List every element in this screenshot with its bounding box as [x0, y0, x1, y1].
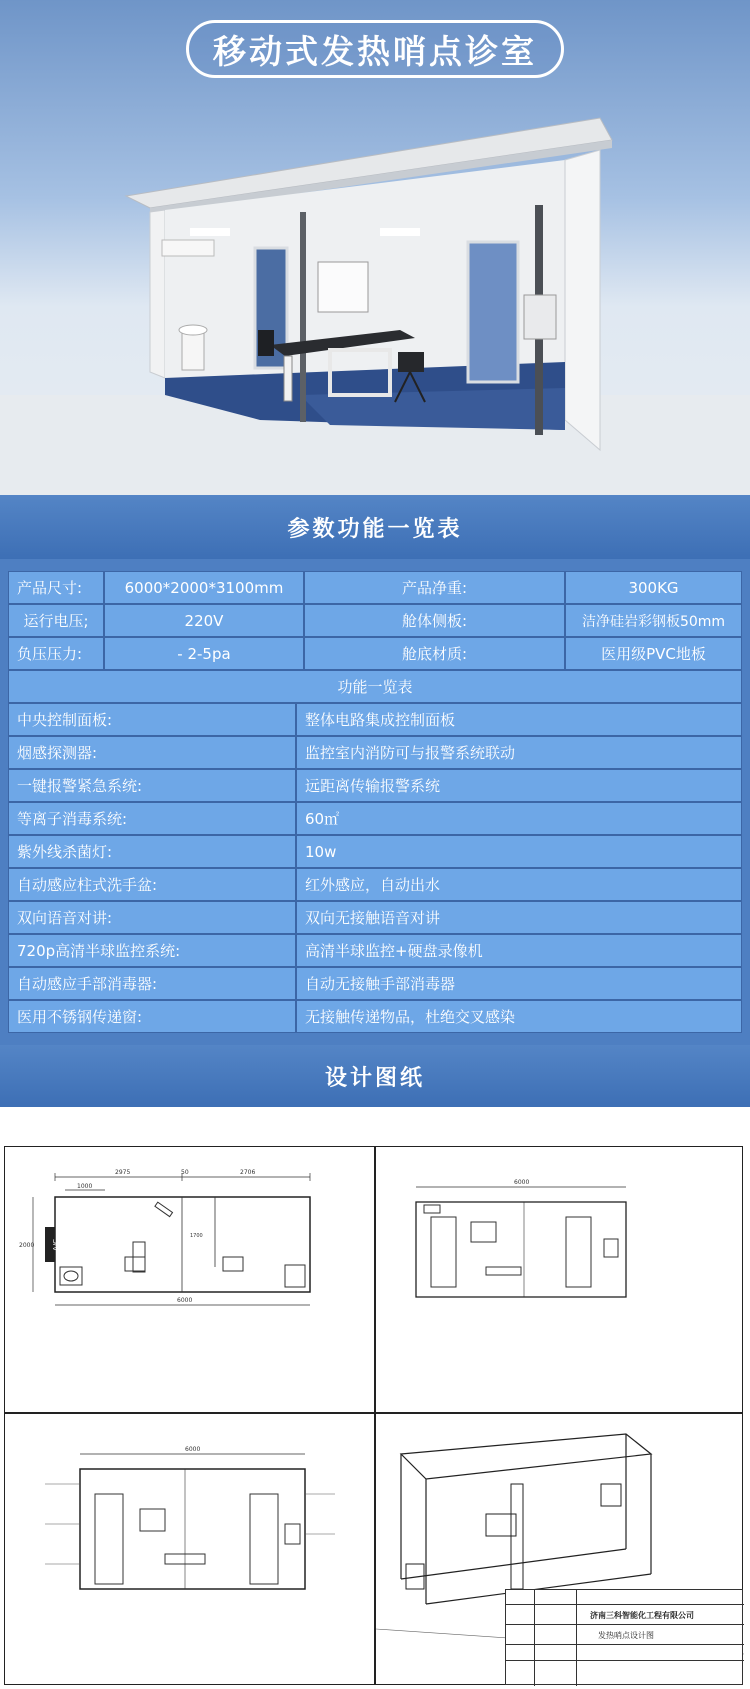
- section-header-params: 参数功能一览表: [0, 495, 750, 559]
- function-name: 720p高清半球监控系统:: [8, 934, 296, 967]
- table-row: [8, 670, 742, 703]
- elevation-drawing: [375, 1146, 743, 1413]
- section-header-drawings: 设计图纸: [0, 1045, 750, 1107]
- function-desc: 双向无接触语音对讲: [296, 901, 742, 934]
- function-name: 中央控制面板:: [8, 703, 296, 736]
- spec-label: 负压压力:: [8, 637, 104, 670]
- floor-plan-svg: [5, 1147, 376, 1414]
- function-desc: 10w: [296, 835, 742, 868]
- function-desc: 自动无接触手部消毒器: [296, 967, 742, 1000]
- ac-label: A/C: [52, 1238, 60, 1251]
- table-row: [8, 901, 742, 934]
- params-table: [0, 559, 750, 1045]
- section-svg: [5, 1414, 376, 1686]
- title-block-company: 济南三科智能化工程有限公司: [590, 1611, 694, 1620]
- function-desc: 红外感应，自动出水: [296, 868, 742, 901]
- spec-value: 洁净硅岩彩钢板50mm: [565, 604, 742, 637]
- spec-value: 医用级PVC地板: [565, 637, 742, 670]
- table-row: [8, 1000, 742, 1033]
- spec-value: 220V: [104, 604, 304, 637]
- function-desc: 60㎡: [296, 802, 742, 835]
- table-row: [8, 769, 742, 802]
- dim-left: 2975: [115, 1169, 131, 1176]
- table-row: [8, 835, 742, 868]
- dim-1000: 1000: [77, 1183, 93, 1190]
- floor-plan-drawing: [4, 1146, 375, 1413]
- spec-label: 产品尺寸:: [8, 571, 104, 604]
- table-row: [8, 703, 742, 736]
- section-dim-total: 6000: [185, 1446, 201, 1453]
- dim-1700: 1700: [190, 1233, 203, 1239]
- design-drawings: [0, 1131, 750, 1689]
- function-desc: 监控室内消防可与报警系统联动: [296, 736, 742, 769]
- table-row: [8, 934, 742, 967]
- function-name: 烟感探测器:: [8, 736, 296, 769]
- function-name: 紫外线杀菌灯:: [8, 835, 296, 868]
- function-desc: 高清半球监控+硬盘录像机: [296, 934, 742, 967]
- function-desc: 远距离传输报警系统: [296, 769, 742, 802]
- spec-value: 300KG: [565, 571, 742, 604]
- spec-label: 产品净重:: [304, 571, 565, 604]
- elev-dim-total: 6000: [514, 1179, 530, 1186]
- table-row: [8, 736, 742, 769]
- table-row: [8, 604, 742, 637]
- spec-label: 运行电压;: [8, 604, 104, 637]
- hero-section: [0, 0, 750, 495]
- function-name: 自动感应手部消毒器:: [8, 967, 296, 1000]
- title-block-drawing-name: 发热哨点设计图: [598, 1631, 654, 1640]
- table-row: [8, 868, 742, 901]
- function-desc: 整体电路集成控制面板: [296, 703, 742, 736]
- dim-right: 2706: [240, 1169, 256, 1176]
- function-desc: 无接触传递物品，杜绝交叉感染: [296, 1000, 742, 1033]
- table-row: [8, 967, 742, 1000]
- dim-height: 2000: [19, 1242, 35, 1249]
- dim-mid: 50: [181, 1169, 189, 1176]
- functions-title: 功能一览表: [8, 670, 742, 703]
- spec-value: 6000*2000*3100mm: [104, 571, 304, 604]
- function-name: 等离子消毒系统:: [8, 802, 296, 835]
- spec-value: - 2-5pa: [104, 637, 304, 670]
- spec-label: 舱底材质:: [304, 637, 565, 670]
- table-row: [8, 802, 742, 835]
- page-title: 移动式发热哨点诊室: [186, 20, 564, 78]
- table-row: [8, 637, 742, 670]
- spec-label: 舱体侧板:: [304, 604, 565, 637]
- section-drawing: [4, 1413, 375, 1685]
- dim-total: 6000: [177, 1297, 193, 1304]
- elevation-svg: [376, 1147, 744, 1414]
- function-name: 医用不锈钢传递窗:: [8, 1000, 296, 1033]
- drawing-title-block: [505, 1589, 743, 1685]
- function-name: 一键报警紧急系统:: [8, 769, 296, 802]
- function-name: 自动感应柱式洗手盆:: [8, 868, 296, 901]
- table-row: [8, 571, 742, 604]
- function-name: 双向语音对讲:: [8, 901, 296, 934]
